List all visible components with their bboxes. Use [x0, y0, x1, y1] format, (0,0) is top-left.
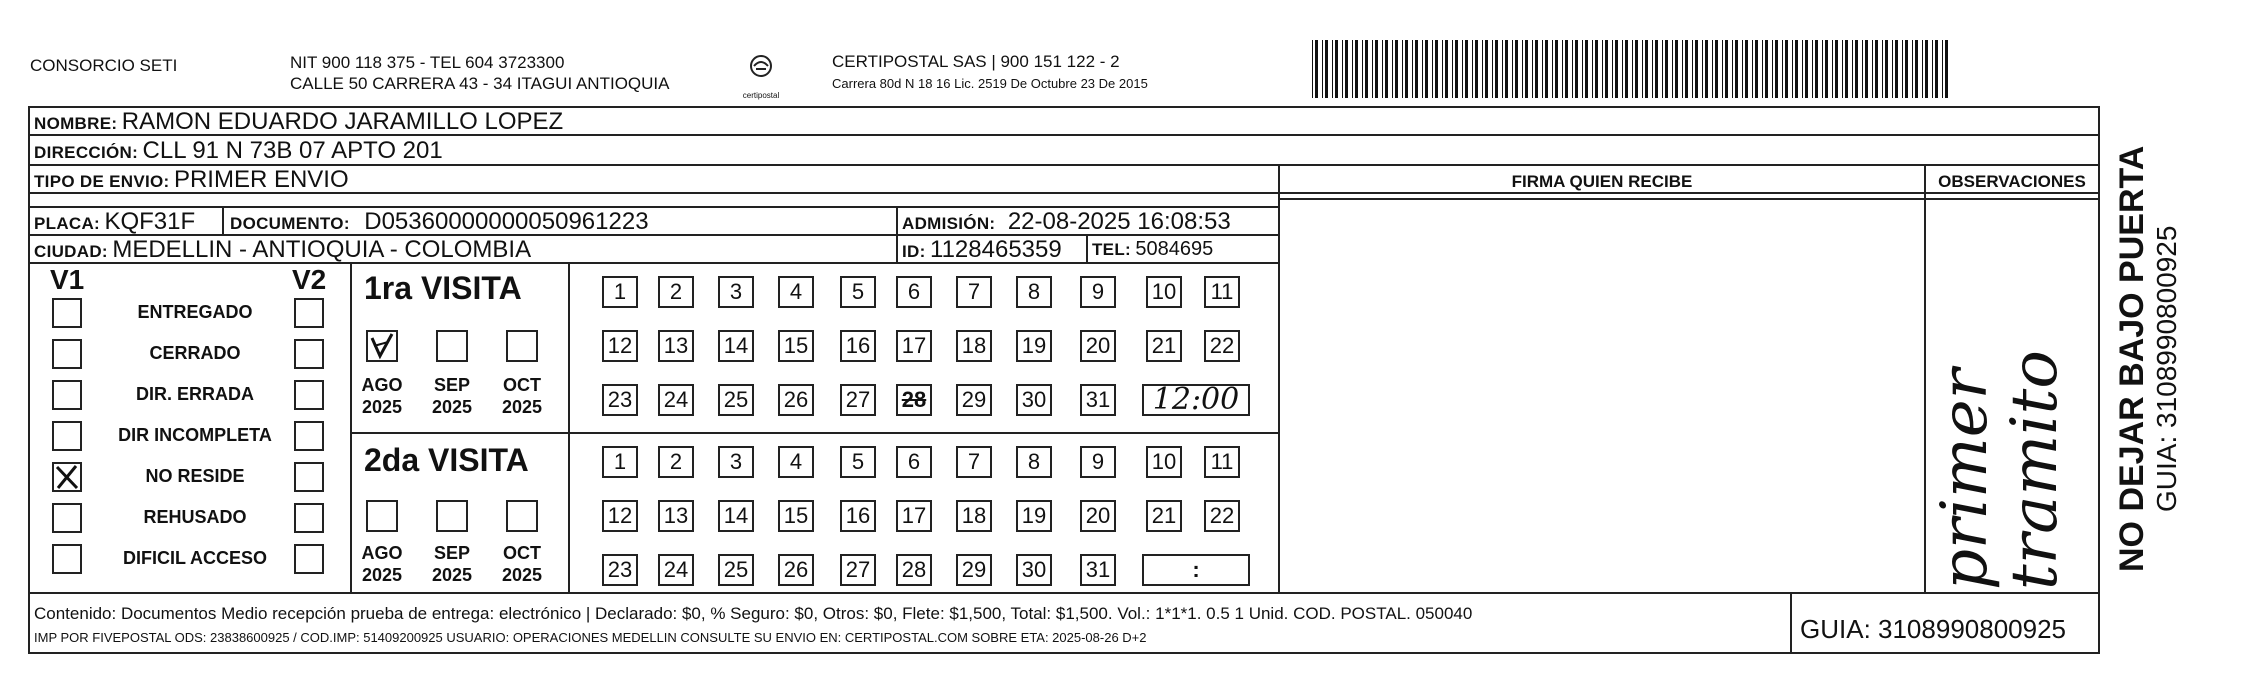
- day-box[interactable]: 14: [718, 330, 754, 362]
- barcode-bar: [1665, 40, 1668, 98]
- v1-checkbox[interactable]: [52, 380, 82, 410]
- tel-value: 5084695: [1135, 238, 1214, 260]
- status-label: ENTREGADO: [137, 302, 253, 322]
- v1-label: V1: [50, 264, 85, 295]
- day-box[interactable]: 18: [956, 500, 992, 532]
- name-label: NOMBRE:: [34, 114, 118, 133]
- barcode-bar: [1662, 40, 1663, 98]
- month-label: [492, 542, 552, 586]
- day-box[interactable]: 30: [1016, 384, 1052, 416]
- day-box[interactable]: 19: [1016, 500, 1052, 532]
- status-label: NO RESIDE: [145, 466, 245, 486]
- day-box[interactable]: 1: [602, 276, 638, 308]
- address-field: [34, 137, 443, 165]
- shipment-type-field: [34, 166, 349, 194]
- barcode-bar: [1575, 40, 1578, 98]
- barcode-bar: [1912, 40, 1913, 98]
- barcode-bar: [1835, 40, 1838, 98]
- status-label: REHUSADO: [143, 507, 247, 527]
- day-box[interactable]: 5: [840, 276, 876, 308]
- month-label: [352, 374, 412, 418]
- barcode-bar: [1715, 40, 1718, 98]
- admission-field: [902, 208, 1231, 236]
- barcode-bar: [1925, 40, 1928, 98]
- day-box[interactable]: 12: [602, 500, 638, 532]
- certipostal-logo-icon: [736, 52, 786, 92]
- day-box[interactable]: 2: [658, 446, 694, 478]
- day-box[interactable]: 31: [1080, 384, 1116, 416]
- barcode-bar: [1675, 40, 1678, 98]
- month-label: [492, 374, 552, 418]
- v1-checkbox[interactable]: [52, 298, 82, 328]
- day-box[interactable]: 27: [840, 554, 876, 586]
- barcode-bar: [1445, 40, 1448, 98]
- barcode-bar: [1522, 40, 1523, 98]
- day-box[interactable]: 1: [602, 446, 638, 478]
- day-box[interactable]: 4: [778, 446, 814, 478]
- side-guide: GUIA: 3108990800925: [2151, 225, 2182, 512]
- v2-label: V2: [292, 264, 327, 295]
- id-value: 1128465359: [930, 236, 1062, 263]
- day-box[interactable]: 22: [1204, 330, 1240, 362]
- month-checkbox[interactable]: [366, 330, 398, 362]
- barcode-bar: [1695, 40, 1698, 98]
- address-label: DIRECCIÓN:: [34, 143, 139, 162]
- v2-checkbox[interactable]: [294, 421, 324, 451]
- barcode-bar: [1582, 40, 1583, 98]
- barcode-bar: [1832, 40, 1833, 98]
- shipment-type: PRIMER ENVIO: [173, 166, 349, 193]
- day-box[interactable]: 22: [1204, 500, 1240, 532]
- observations-handwriting: [1930, 350, 2070, 590]
- barcode-bar: [1705, 40, 1708, 98]
- barcode-bar: [1505, 40, 1508, 98]
- day-box[interactable]: 20: [1080, 330, 1116, 362]
- day-box[interactable]: 18: [956, 330, 992, 362]
- barcode-bar: [1432, 40, 1433, 98]
- barcode-bar: [1475, 40, 1478, 98]
- barcode-bar: [1565, 40, 1568, 98]
- barcode-bar: [1395, 40, 1398, 98]
- barcode-bar: [1895, 40, 1898, 98]
- barcode-bar: [1865, 40, 1868, 98]
- day-box[interactable]: 9: [1080, 446, 1116, 478]
- time-box[interactable]: 12:00: [1142, 384, 1250, 416]
- status-label: DIR. ERRADA: [135, 384, 254, 404]
- barcode-bar: [1722, 40, 1723, 98]
- month-label: [422, 374, 482, 418]
- barcode-bar: [1635, 40, 1638, 98]
- day-box[interactable]: 12: [602, 330, 638, 362]
- barcode-bar: [1785, 40, 1788, 98]
- day-box[interactable]: 23: [602, 554, 638, 586]
- day-box[interactable]: 25: [718, 384, 754, 416]
- month-year: 2025: [431, 565, 473, 585]
- v2-checkbox[interactable]: [294, 544, 324, 574]
- month-checkbox[interactable]: [436, 500, 468, 532]
- footer-guide: GUIA: 3108990800925: [1800, 614, 2066, 644]
- day-box[interactable]: 25: [718, 554, 754, 586]
- barcode-bar: [1885, 40, 1888, 98]
- id-label: ID:: [902, 242, 926, 261]
- barcode-bar: [1612, 40, 1613, 98]
- day-box[interactable]: 15: [778, 500, 814, 532]
- id-field: [902, 236, 1062, 264]
- barcode-bar: [1915, 40, 1918, 98]
- v1-checkbox[interactable]: [52, 462, 82, 492]
- barcode-bar: [1685, 40, 1688, 98]
- barcode-bar: [1875, 40, 1878, 98]
- barcode-bar: [1842, 40, 1843, 98]
- day-box[interactable]: 17: [896, 330, 932, 362]
- month-year: 2025: [361, 565, 403, 585]
- barcode-bar: [1795, 40, 1798, 98]
- imp-line: IMP POR FIVEPOSTAL ODS: 23838600925 / COD.IMP: 51409200925 USUARIO: OPERACIONES MEDELLIN CONSULTE SU ENVIO EN: CERTIPOSTAL.COM SOBRE ETA: 2025-08-26 D+2: [34, 630, 1147, 645]
- day-box[interactable]: 8: [1016, 446, 1052, 478]
- barcode-bar: [1595, 40, 1598, 98]
- v1-checkbox[interactable]: [52, 503, 82, 533]
- barcode-bar: [1702, 40, 1703, 98]
- status-label: DIR INCOMPLETA: [118, 425, 272, 445]
- barcode-bar: [1742, 40, 1743, 98]
- day-box[interactable]: 5: [840, 446, 876, 478]
- month-label: [352, 542, 412, 586]
- barcode-bar: [1342, 40, 1343, 98]
- day-box[interactable]: 16: [840, 500, 876, 532]
- day-box[interactable]: 16: [840, 330, 876, 362]
- day-box[interactable]: 26: [778, 554, 814, 586]
- month-name: OCT: [503, 375, 541, 395]
- barcode-bar: [1442, 40, 1443, 98]
- day-box[interactable]: 30: [1016, 554, 1052, 586]
- day-box[interactable]: 4: [778, 276, 814, 308]
- month-name: AGO: [361, 375, 403, 395]
- city-field: [34, 236, 531, 264]
- day-box[interactable]: 11: [1204, 276, 1240, 308]
- barcode-bar: [1622, 40, 1623, 98]
- admission-value: 22-08-2025 16:08:53: [1007, 208, 1231, 235]
- day-box[interactable]: 28: [896, 384, 932, 416]
- day-box[interactable]: 29: [956, 554, 992, 586]
- barcode-bar: [1845, 40, 1848, 98]
- barcode-bar: [1375, 40, 1378, 98]
- nit-line: NIT 900 118 375 - TEL 604 3723300: [290, 53, 565, 72]
- barcode-bar: [1415, 40, 1418, 98]
- observation-line-2: tramito: [1998, 350, 2072, 590]
- city-label: CIUDAD:: [34, 242, 108, 261]
- day-box[interactable]: 6: [896, 446, 932, 478]
- barcode-bar: [1555, 40, 1558, 98]
- document-label: DOCUMENTO:: [230, 214, 350, 233]
- barcode-bar: [1402, 40, 1403, 98]
- day-box[interactable]: 26: [778, 384, 814, 416]
- barcode-bar: [1425, 40, 1428, 98]
- barcode-bar: [1392, 40, 1393, 98]
- day-box[interactable]: 6: [896, 276, 932, 308]
- barcode-bar: [1572, 40, 1573, 98]
- signature-header: FIRMA QUIEN RECIBE: [1511, 172, 1693, 191]
- day-box[interactable]: 2: [658, 276, 694, 308]
- barcode-bar: [1412, 40, 1413, 98]
- barcode-bar: [1322, 40, 1323, 98]
- barcode-bar: [1545, 40, 1548, 98]
- day-box[interactable]: 7: [956, 446, 992, 478]
- barcode-bar: [1712, 40, 1713, 98]
- barcode-bar: [1362, 40, 1363, 98]
- day-box[interactable]: 3: [718, 446, 754, 478]
- certipostal-logo: [736, 52, 786, 100]
- barcode-bar: [1602, 40, 1603, 98]
- day-box[interactable]: 31: [1080, 554, 1116, 586]
- barcode-bar: [1855, 40, 1858, 98]
- barcode-bar: [1692, 40, 1693, 98]
- day-box[interactable]: 3: [718, 276, 754, 308]
- barcode-bar: [1932, 40, 1933, 98]
- plate-label: PLACA:: [34, 214, 101, 233]
- barcode-bar: [1775, 40, 1778, 98]
- side-notice: NO DEJAR BAJO PUERTA: [2113, 145, 2151, 572]
- month-checkbox[interactable]: [436, 330, 468, 362]
- month-name: SEP: [433, 375, 471, 395]
- name-field: [34, 108, 563, 136]
- plate-value: KQF31F: [104, 208, 196, 235]
- barcode-bar: [1882, 40, 1883, 98]
- barcode-bar: [1542, 40, 1543, 98]
- company-address: CALLE 50 CARRERA 43 - 34 ITAGUI ANTIOQUIA: [290, 74, 670, 93]
- v1-checkbox[interactable]: [52, 421, 82, 451]
- month-year: 2025: [361, 397, 403, 417]
- day-box[interactable]: 23: [602, 384, 638, 416]
- plate-field: [34, 208, 195, 236]
- barcode-bar: [1822, 40, 1823, 98]
- day-box[interactable]: 24: [658, 384, 694, 416]
- barcode-bar: [1492, 40, 1493, 98]
- barcode-bar: [1315, 40, 1318, 98]
- barcode-bar: [1502, 40, 1503, 98]
- month-name: AGO: [361, 543, 403, 563]
- barcode-bar: [1812, 40, 1813, 98]
- barcode-bar: [1802, 40, 1803, 98]
- month-checkbox[interactable]: [366, 500, 398, 532]
- barcode-bar: [1512, 40, 1513, 98]
- shipment-type-label: TIPO DE ENVIO:: [34, 172, 170, 191]
- barcode-bar: [1345, 40, 1348, 98]
- barcode-bar: [1495, 40, 1498, 98]
- barcode: [1310, 40, 1950, 100]
- license-line: Carrera 80d N 18 16 Lic. 2519 De Octubre 23 De 2015: [832, 76, 1148, 91]
- barcode-bar: [1335, 40, 1338, 98]
- barcode-bar: [1815, 40, 1818, 98]
- day-box[interactable]: 17: [896, 500, 932, 532]
- barcode-bar: [1935, 40, 1938, 98]
- day-box[interactable]: 13: [658, 500, 694, 532]
- day-box[interactable]: 10: [1146, 276, 1182, 308]
- barcode-bar: [1765, 40, 1768, 98]
- barcode-bar: [1782, 40, 1783, 98]
- barcode-bar: [1632, 40, 1633, 98]
- status-label: CERRADO: [149, 343, 241, 363]
- barcode-bar: [1465, 40, 1468, 98]
- admission-label: ADMISIÓN:: [902, 214, 996, 233]
- barcode-bar: [1585, 40, 1588, 98]
- barcode-bar: [1652, 40, 1653, 98]
- day-box[interactable]: 20: [1080, 500, 1116, 532]
- barcode-bar: [1735, 40, 1738, 98]
- barcode-bar: [1355, 40, 1358, 98]
- barcode-bar: [1472, 40, 1473, 98]
- day-box[interactable]: 14: [718, 500, 754, 532]
- barcode-bar: [1945, 40, 1948, 98]
- check-mark-icon: [368, 332, 396, 360]
- barcode-bar: [1592, 40, 1593, 98]
- visit2-title: 2da VISITA: [364, 442, 529, 478]
- v2-checkbox[interactable]: [294, 380, 324, 410]
- month-year: 2025: [501, 565, 543, 585]
- month-year: 2025: [501, 397, 543, 417]
- barcode-bar: [1905, 40, 1908, 98]
- contents-line: Contenido: Documentos Medio recepción prueba de entrega: electrónico | Declarado: $0, % Seguro: $0, Otros: $0, Flete: $1,500, Total: $1,500. Vol.: 1*1*1. 0.5 1 Unid. COD. POSTAL. 050040: [34, 604, 1473, 623]
- barcode-bar: [1382, 40, 1383, 98]
- barcode-bar: [1562, 40, 1563, 98]
- logo-caption: certipostal: [742, 91, 780, 100]
- barcode-bar: [1452, 40, 1453, 98]
- document-value: D05360000000050961223: [364, 208, 649, 235]
- barcode-bar: [1515, 40, 1518, 98]
- v2-checkbox[interactable]: [294, 298, 324, 328]
- barcode-bar: [1625, 40, 1628, 98]
- month-label: [422, 542, 482, 586]
- certipostal-line: CERTIPOSTAL SAS | 900 151 122 - 2: [832, 52, 1120, 71]
- barcode-bar: [1482, 40, 1483, 98]
- v2-checkbox[interactable]: [294, 503, 324, 533]
- company-name: CONSORCIO SETI: [30, 56, 178, 75]
- time-box[interactable]: :: [1142, 554, 1250, 586]
- recipient-address: CLL 91 N 73B 07 APTO 201: [142, 137, 443, 164]
- day-box[interactable]: 28: [896, 554, 932, 586]
- day-box[interactable]: 7: [956, 276, 992, 308]
- barcode-bar: [1942, 40, 1943, 98]
- barcode-bar: [1372, 40, 1373, 98]
- barcode-bar: [1325, 40, 1328, 98]
- barcode-bar: [1435, 40, 1438, 98]
- barcode-bar: [1862, 40, 1863, 98]
- day-box[interactable]: 29: [956, 384, 992, 416]
- day-box[interactable]: 10: [1146, 446, 1182, 478]
- barcode-bar: [1605, 40, 1608, 98]
- barcode-bar: [1532, 40, 1533, 98]
- observation-line-1: primer: [1928, 368, 2002, 590]
- barcode-bar: [1872, 40, 1873, 98]
- barcode-bar: [1655, 40, 1658, 98]
- day-box[interactable]: 11: [1204, 446, 1240, 478]
- barcode-bar: [1645, 40, 1648, 98]
- barcode-bar: [1312, 40, 1313, 98]
- day-box[interactable]: 9: [1080, 276, 1116, 308]
- barcode-bar: [1762, 40, 1763, 98]
- barcode-bar: [1535, 40, 1538, 98]
- v1-checkbox[interactable]: [52, 544, 82, 574]
- barcode-bar: [1792, 40, 1793, 98]
- x-mark-icon: [54, 464, 80, 490]
- barcode-bar: [1805, 40, 1808, 98]
- tel-label: TEL:: [1092, 240, 1131, 259]
- barcode-bar: [1485, 40, 1488, 98]
- day-box[interactable]: 15: [778, 330, 814, 362]
- month-name: SEP: [433, 543, 471, 563]
- barcode-bar: [1525, 40, 1528, 98]
- barcode-bar: [1332, 40, 1333, 98]
- barcode-bar: [1682, 40, 1683, 98]
- day-box[interactable]: 27: [840, 384, 876, 416]
- barcode-bar: [1352, 40, 1353, 98]
- v1-checkbox[interactable]: [52, 339, 82, 369]
- barcode-bar: [1642, 40, 1643, 98]
- visit1-title: 1ra VISITA: [364, 270, 522, 306]
- month-checkbox[interactable]: [506, 500, 538, 532]
- day-box[interactable]: 21: [1146, 500, 1182, 532]
- barcode-bar: [1752, 40, 1753, 98]
- barcode-bar: [1405, 40, 1408, 98]
- barcode-bar: [1422, 40, 1423, 98]
- city-value: MEDELLIN - ANTIOQUIA - COLOMBIA: [112, 236, 532, 263]
- barcode-bar: [1852, 40, 1853, 98]
- recipient-name: RAMON EDUARDO JARAMILLO LOPEZ: [121, 108, 564, 135]
- month-name: OCT: [503, 543, 541, 563]
- day-box[interactable]: 13: [658, 330, 694, 362]
- tel-field: [1092, 238, 1213, 261]
- barcode-bar: [1725, 40, 1728, 98]
- day-box[interactable]: 19: [1016, 330, 1052, 362]
- barcode-bar: [1732, 40, 1733, 98]
- barcode-bar: [1615, 40, 1618, 98]
- observations-header: OBSERVACIONES: [1938, 172, 2086, 191]
- month-year: 2025: [431, 397, 473, 417]
- barcode-bar: [1462, 40, 1463, 98]
- v2-checkbox[interactable]: [294, 339, 324, 369]
- day-box[interactable]: 21: [1146, 330, 1182, 362]
- barcode-bar: [1755, 40, 1758, 98]
- status-label: DIFICIL ACCESO: [122, 548, 267, 568]
- barcode-bar: [1552, 40, 1553, 98]
- barcode-bar: [1902, 40, 1903, 98]
- barcode-bar: [1672, 40, 1673, 98]
- barcode-bar: [1385, 40, 1388, 98]
- v2-checkbox[interactable]: [294, 462, 324, 492]
- barcode-bar: [1825, 40, 1828, 98]
- day-box[interactable]: 24: [658, 554, 694, 586]
- barcode-bar: [1365, 40, 1368, 98]
- month-checkbox[interactable]: [506, 330, 538, 362]
- day-box[interactable]: 8: [1016, 276, 1052, 308]
- barcode-bar: [1455, 40, 1458, 98]
- barcode-bar: [1892, 40, 1893, 98]
- barcode-bar: [1745, 40, 1748, 98]
- document-field: [230, 208, 649, 236]
- barcode-bar: [1922, 40, 1923, 98]
- barcode-bar: [1772, 40, 1773, 98]
